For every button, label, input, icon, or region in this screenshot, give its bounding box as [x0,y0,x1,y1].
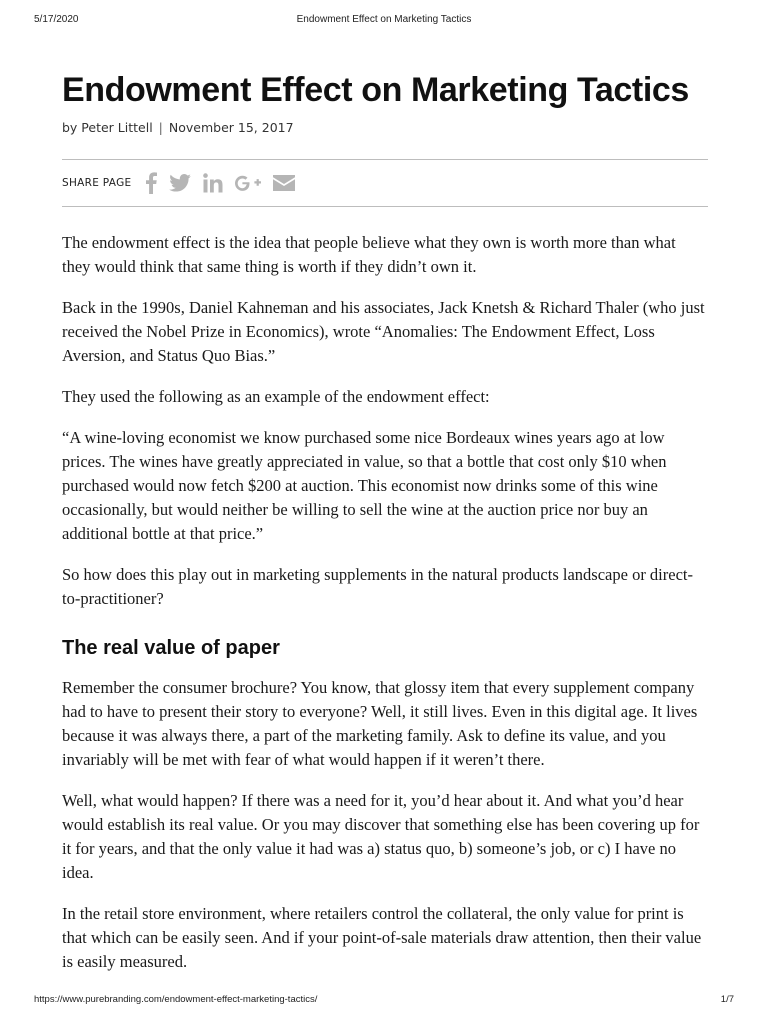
byline [62,118,708,138]
article-body [62,231,708,974]
share-label: SHARE PAGE [62,177,132,189]
author-name[interactable]: by Peter Littell [62,120,153,135]
google-plus-icon[interactable] [235,174,261,192]
paragraph: Remember the consumer brochure? You know, that glossy item that every supplement company had to have to present their story to everyone? Well, it still lives. Even in this digital age. It lives because it was always there, a part of the marketing family. Ask to define its value, and you invariably will be met with fear of what would happen if it weren’t there. [62,678,698,769]
facebook-icon[interactable] [145,172,157,194]
byline-separator: | [158,120,163,135]
print-date: 5/17/2020 [34,14,79,25]
print-header [34,14,734,28]
article-title: Endowment Effect on Marketing Tactics [62,71,689,109]
share-icons [145,172,295,194]
quote-paragraph: “A wine-loving economist we know purchased some nice Bordeaux wines years ago at low prices. The wines have greatly appreciated in value, so that a bottle that cost only $10 when purchased would now fetch $200 at auction. This economist now drinks some of this wine occasionally, but would neither be willing to sell the wine at the auction price nor buy an additional bottle at that price.” [62,428,667,543]
email-icon[interactable] [273,175,295,191]
article [62,64,708,991]
print-footer [34,994,734,1005]
paragraph: So how does this play out in marketing supplements in the natural products landscape or direct-to-practitioner? [62,565,693,608]
page-url[interactable]: https://www.purebranding.com/endowment-effect-marketing-tactics/ [34,994,318,1005]
twitter-icon[interactable] [169,174,191,192]
paragraph: In the retail store environment, where retailers control the collateral, the only value for print is that which can be easily seen. And if your point-of-sale materials draw attention, then their value is easily measured. [62,904,702,971]
paragraph: Well, what would happen? If there was a need for it, you’d hear about it. And what you’d hear would establish its real value. Or you may discover that something else has been covering up for it for years, and that the only value it had was a) status quo, b) someone’s job, or c) I have no idea. [62,791,700,882]
page-number: 1/7 [720,994,734,1005]
paragraph: They used the following as an example of the endowment effect: [62,387,490,406]
print-doc-title: Endowment Effect on Marketing Tactics [296,14,472,25]
section-heading: The real value of paper [62,637,280,659]
linkedin-icon[interactable] [203,173,223,193]
publish-date: November 15, 2017 [168,120,294,135]
paragraph: Back in the 1990s, Daniel Kahneman and his associates, Jack Knetsh & Richard Thaler (who just received the Nobel Prize in Economics), wrote “Anomalies: The Endowment Effect, Loss Aversion, and Status Quo Bias.” [62,298,705,365]
share-bar [62,159,708,207]
paragraph: The endowment effect is the idea that people believe what they own is worth more than what they would think that same thing is worth if they didn’t own it. [62,233,676,276]
